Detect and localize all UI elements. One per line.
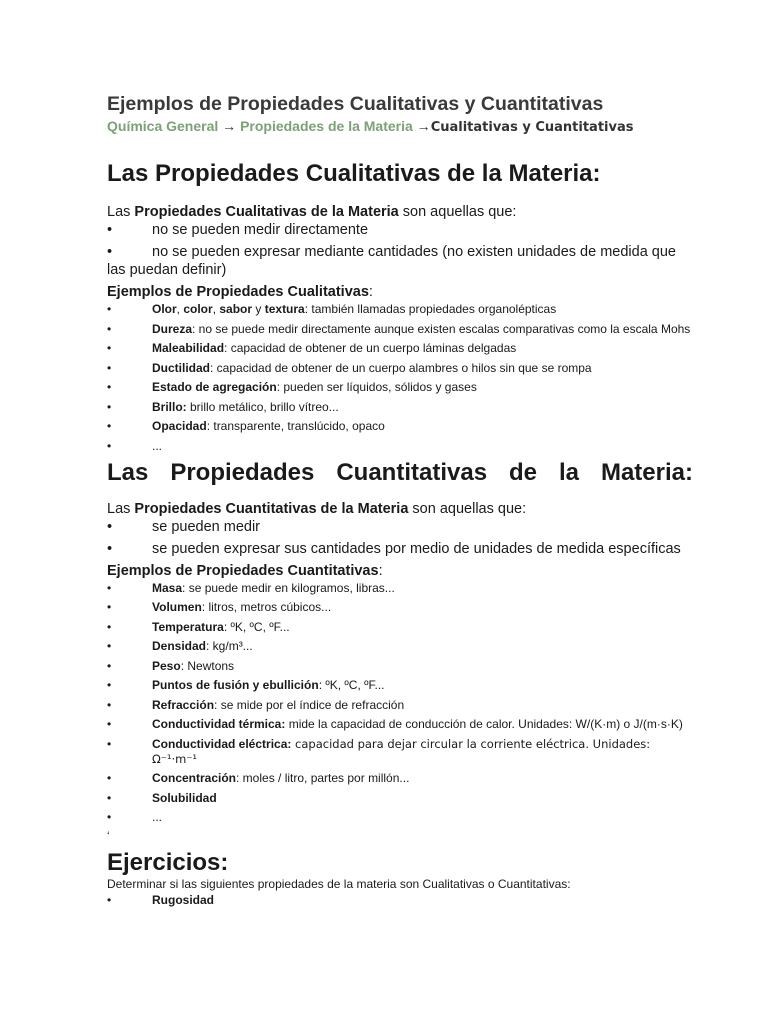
breadcrumb-arrow: → bbox=[412, 118, 431, 134]
list-item-text: no se pueden expresar mediante cantidades (no existen unidades de medida que las puedan definir) bbox=[107, 244, 676, 278]
list-item bbox=[107, 221, 693, 239]
breadcrumb-link-propiedades[interactable]: Propiedades de la Materia bbox=[240, 118, 413, 134]
term: color bbox=[183, 302, 213, 316]
description: : transparente, translúcido, opaco bbox=[206, 419, 385, 433]
bullet-icon: • bbox=[107, 639, 112, 653]
list-item bbox=[107, 678, 693, 693]
bullet-icon: • bbox=[107, 678, 112, 692]
list-item bbox=[107, 581, 693, 596]
description: : kg/m³... bbox=[206, 639, 253, 653]
list-item-text: se pueden expresar sus cantidades por medio de unidades de medida específicas bbox=[152, 540, 681, 557]
bullet-icon: • bbox=[107, 321, 112, 336]
bullet-icon: • bbox=[107, 600, 112, 614]
bullet-icon: • bbox=[107, 697, 112, 712]
bullet-icon: • bbox=[107, 380, 112, 394]
bullet-icon: • bbox=[107, 540, 113, 557]
description: : se puede medir en kilogramos, libras... bbox=[182, 580, 395, 595]
breadcrumb-arrow: → bbox=[218, 118, 241, 134]
document-page bbox=[107, 92, 693, 908]
bullet-icon: • bbox=[107, 244, 113, 260]
bullet-icon: • bbox=[107, 222, 113, 238]
description: : ºK, ºC, ºF... bbox=[318, 678, 385, 692]
term: Ductilidad bbox=[152, 360, 211, 375]
term: Peso bbox=[152, 658, 181, 673]
term: Brillo: bbox=[152, 399, 187, 414]
term: Maleabilidad bbox=[152, 341, 225, 355]
term: Opacidad bbox=[152, 419, 207, 433]
list-item bbox=[107, 600, 693, 615]
intro-text: son aquellas que: bbox=[398, 204, 517, 220]
description: : ºK, ºC, ºF... bbox=[223, 619, 290, 634]
list-item bbox=[107, 639, 693, 654]
bullet-icon: • bbox=[107, 619, 112, 634]
term: Densidad bbox=[152, 639, 207, 653]
list-item bbox=[107, 380, 693, 395]
intro-cuantitativas bbox=[107, 500, 693, 518]
bullet-icon: • bbox=[107, 419, 112, 433]
examples-list-cualitativas bbox=[107, 302, 693, 454]
term: Rugosidad bbox=[152, 893, 214, 907]
list-item-text: no se pueden medir directamente bbox=[152, 222, 369, 238]
page-title: Ejemplos de Propiedades Cualitativas y Cuantitativas bbox=[107, 93, 604, 115]
ejercicios-instruction: Determinar si las siguientes propiedades de la materia son Cualitativas o Cuantitativas: bbox=[107, 877, 571, 891]
stray-mark: ‘ bbox=[107, 829, 110, 843]
list-item bbox=[107, 341, 693, 356]
list-item bbox=[107, 518, 693, 536]
list-item bbox=[107, 243, 693, 279]
list-item bbox=[107, 717, 693, 732]
list-item bbox=[107, 302, 693, 317]
description: brillo metálico, brillo vítreo... bbox=[186, 399, 339, 414]
bullet-icon: • bbox=[107, 790, 112, 805]
bullet-icon: • bbox=[107, 518, 113, 535]
intro-text: Las bbox=[107, 500, 135, 517]
breadcrumb-link-quimica-general[interactable]: Química General bbox=[107, 118, 219, 134]
examples-heading-colon: : bbox=[378, 562, 383, 579]
bullet-icon: • bbox=[107, 810, 112, 824]
intro-term: Propiedades Cuantitativas de la Materia bbox=[134, 500, 409, 517]
section-heading-cuantitativas: Las Propiedades Cuantitativas de la Materia: bbox=[107, 458, 693, 486]
list-item bbox=[107, 540, 693, 558]
breadcrumb bbox=[107, 117, 693, 137]
list-item bbox=[107, 771, 693, 786]
intro-term: Propiedades Cualitativas de la Materia bbox=[134, 204, 399, 220]
bullet-icon: • bbox=[107, 399, 112, 414]
intro-text: son aquellas que: bbox=[408, 500, 527, 517]
description: : moles / litro, partes por millón... bbox=[236, 771, 410, 785]
description: mide la capacidad de conducción de calor. Unidades: W/(K·m) o J/(m·s·K) bbox=[285, 717, 683, 731]
examples-heading-text: Ejemplos de Propiedades Cualitativas bbox=[107, 284, 369, 300]
list-item bbox=[107, 419, 693, 434]
definition-list-cualitativas bbox=[107, 221, 693, 279]
examples-heading-cualitativas bbox=[107, 283, 693, 301]
description: ... bbox=[152, 810, 163, 824]
list-item bbox=[107, 893, 693, 908]
section-heading-ejercicios: Ejercicios: bbox=[107, 849, 229, 876]
description: : también llamadas propiedades organolépticas bbox=[304, 302, 557, 316]
bullet-icon: • bbox=[107, 717, 112, 731]
bullet-icon: • bbox=[107, 438, 112, 453]
term: Puntos de fusión y ebullición bbox=[152, 678, 319, 692]
list-item bbox=[107, 659, 693, 674]
description: : capacidad de obtener de un cuerpo láminas delgadas bbox=[224, 341, 517, 355]
definition-list-cuantitativas bbox=[107, 518, 693, 558]
separator: y bbox=[252, 302, 265, 316]
list-item bbox=[107, 439, 693, 454]
bullet-icon: • bbox=[107, 580, 112, 595]
bullet-icon: • bbox=[107, 302, 112, 316]
description: : capacidad de obtener de un cuerpo alambres o hilos sin que se rompa bbox=[210, 360, 592, 375]
list-item bbox=[107, 737, 693, 767]
intro-cualitativas bbox=[107, 203, 693, 221]
examples-heading-text: Ejemplos de Propiedades Cuantitativas bbox=[107, 562, 379, 579]
bullet-icon: • bbox=[107, 341, 112, 355]
list-item bbox=[107, 698, 693, 713]
term: Estado de agregación bbox=[152, 380, 277, 394]
examples-list-cuantitativas bbox=[107, 581, 693, 826]
list-item bbox=[107, 810, 693, 825]
separator: , bbox=[212, 302, 220, 316]
term: Solubilidad bbox=[152, 790, 217, 805]
term: textura bbox=[264, 302, 305, 316]
term: Volumen bbox=[152, 600, 202, 614]
term: Conductividad térmica: bbox=[152, 717, 286, 731]
term: Temperatura bbox=[152, 619, 224, 634]
term: Olor bbox=[152, 302, 177, 316]
term: sabor bbox=[219, 302, 253, 316]
examples-heading-cuantitativas bbox=[107, 562, 693, 580]
term: Conductividad eléctrica: bbox=[152, 736, 292, 751]
term: Concentración bbox=[152, 771, 237, 785]
separator: , bbox=[176, 302, 184, 316]
list-item-text: se pueden medir bbox=[152, 518, 261, 535]
list-item bbox=[107, 400, 693, 415]
bullet-icon: • bbox=[107, 893, 112, 907]
description: ... bbox=[152, 438, 163, 453]
bullet-icon: • bbox=[107, 736, 112, 751]
description: : no se puede medir directamente aunque existen escalas comparativas como la escala Mohs bbox=[192, 321, 691, 336]
description: capacidad para dejar circular la corriente eléctrica. Unidades: Ω⁻¹·m⁻¹ bbox=[152, 736, 651, 766]
description: : litros, metros cúbicos... bbox=[201, 600, 332, 614]
bullet-icon: • bbox=[107, 771, 112, 785]
description: : pueden ser líquidos, sólidos y gases bbox=[276, 380, 477, 394]
bullet-icon: • bbox=[107, 360, 112, 375]
term: Masa bbox=[152, 580, 183, 595]
term: Refracción bbox=[152, 697, 215, 712]
description: : Newtons bbox=[180, 658, 235, 673]
term: Dureza bbox=[152, 321, 193, 336]
list-item bbox=[107, 361, 693, 376]
list-item bbox=[107, 620, 693, 635]
examples-heading-colon: : bbox=[368, 284, 373, 300]
breadcrumb-current: Cualitativas y Cuantitativas bbox=[430, 120, 634, 135]
ejercicios-list bbox=[107, 893, 693, 908]
section-heading-cualitativas: Las Propiedades Cualitativas de la Materia: bbox=[107, 160, 601, 187]
list-item bbox=[107, 791, 693, 806]
description: : se mide por el índice de refracción bbox=[214, 697, 405, 712]
bullet-icon: • bbox=[107, 658, 112, 673]
intro-text: Las bbox=[107, 204, 135, 220]
list-item bbox=[107, 322, 693, 337]
